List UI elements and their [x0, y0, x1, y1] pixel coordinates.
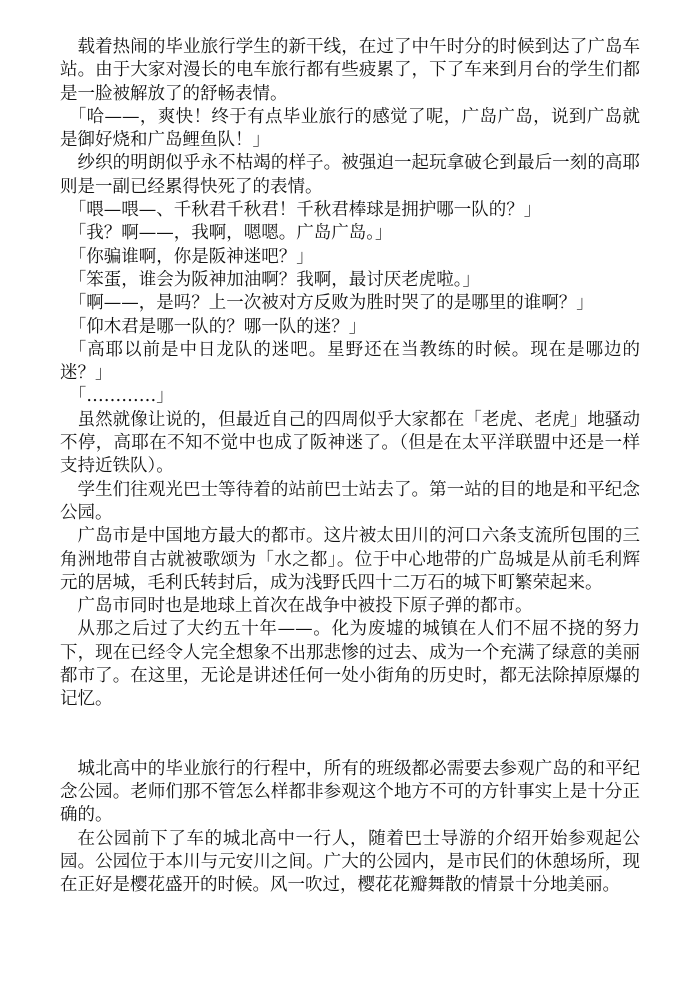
dialogue-line: 「笨蛋，谁会为阪神加油啊？我啊，最讨厌老虎啦。」	[68, 269, 480, 290]
text-section-2	[60, 758, 640, 898]
narration-paragraph: 城北高中的毕业旅行的行程中，所有的班级都必需要去参观广岛的和平纪念公园。老师们那不管怎么样都非参观这个地方不可的方针事实上是十分正确的。	[60, 758, 640, 826]
dialogue-line: 「你骗谁啊，你是阪神迷吧？」	[68, 246, 314, 267]
narration-paragraph: 从那之后过了大约五十年——。化为废墟的城镇在人们不屈不挠的努力下，现在已经令人完全想象不出那悲惨的过去、成为一个充满了绿意的美丽都市了。在这里，无论是讲述任何一处小街角的历史时，都无法除掉原爆的记忆。	[60, 619, 640, 710]
narration-paragraph: 在公园前下了车的城北高中一行人，随着巴士导游的介绍开始参观起公园。公园位于本川与元安川之间。广大的公园内，是市民们的休憩场所，现在正好是樱花盛开的时候。风一吹过，樱花花瓣舞散的情景十分地美丽。	[60, 828, 640, 896]
document-page	[60, 36, 640, 897]
dialogue-line: 「哈——，爽快！终于有点毕业旅行的感觉了呢，广岛广岛，说到广岛就是御好烧和广岛鲤鱼队！」	[60, 106, 640, 151]
dialogue-line: 「喂—喂—、千秋君千秋君！千秋君棒球是拥护哪一队的？」	[68, 200, 542, 221]
dialogue-line: 「…………」	[68, 386, 174, 407]
dialogue-line: 「我？啊——，我啊，嗯嗯。广岛广岛。」	[68, 223, 393, 244]
section-break	[60, 712, 640, 758]
narration-paragraph: 虽然就像让说的，但最近自己的四周似乎大家都在「老虎、老虎」地骚动不停，高耶在不知不觉中也成了阪神迷了。（但是在太平洋联盟中还是一样支持近铁队）。	[60, 409, 640, 477]
narration-paragraph: 广岛市是中国地方最大的都市。这片被太田川的河口六条支流所包围的三角洲地带自古就被歌颂为「水之都」。位于中心地带的广岛城是从前毛利辉元的居城，毛利氏转封后，成为浅野氏四十二万石的城下町繁荣起来。	[60, 526, 640, 593]
dialogue-line: 「啊——，是吗？上一次被对方反败为胜时哭了的是哪里的谁啊？」	[68, 293, 594, 314]
dialogue-line: 「高耶以前是中日龙队的迷吧。星野还在当教练的时候。现在是哪边的迷？」	[60, 339, 640, 384]
narration-paragraph: 载着热闹的毕业旅行学生的新干线，在过了中午时分的时候到达了广岛车站。由于大家对漫长的电车旅行都有些疲累了，下了车来到月台的学生们都是一脸被解放了的舒畅表情。	[60, 37, 640, 104]
narration-paragraph: 纱织的明朗似乎永不枯竭的样子。被强迫一起玩拿破仑到最后一刻的高耶则是一副已经累得快死了的表情。	[60, 153, 640, 197]
dialogue-line: 「仰木君是哪一队的？哪一队的迷？」	[68, 316, 367, 337]
text-section-1	[60, 36, 640, 712]
narration-paragraph: 学生们往观光巴士等待着的站前巴士站去了。第一站的目的地是和平纪念公园。	[60, 479, 640, 523]
narration-paragraph: 广岛市同时也是地球上首次在战争中被投下原子弹的都市。	[77, 596, 533, 617]
